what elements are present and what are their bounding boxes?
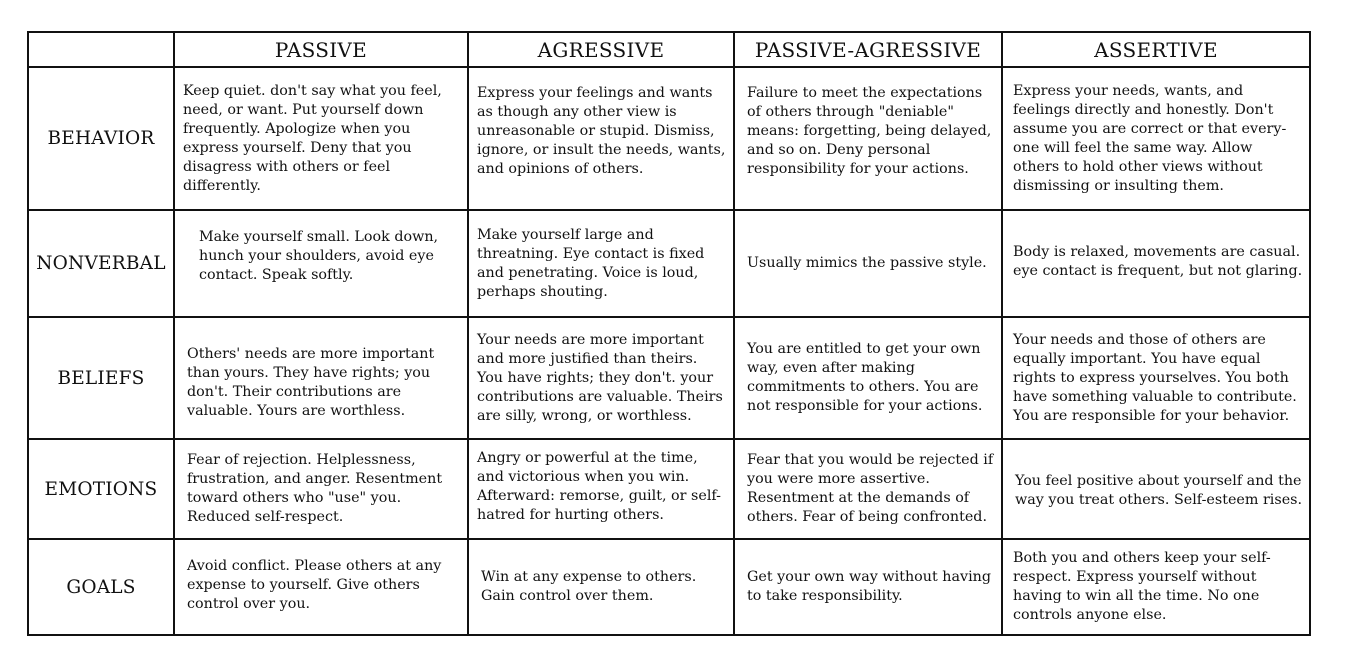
cell-text: Your needs and those of others are equally important. You have equal rights to express yourselves. You both have something valuable to contribute. You are responsible for your behavior. (1013, 331, 1297, 424)
row-header-goals: GOALS (28, 539, 174, 635)
row-header-emotions: EMOTIONS (28, 439, 174, 539)
cell-text: Avoid conflict. Please others at any expense to yourself. Give others control over you. (187, 557, 442, 612)
table-cell (734, 539, 1002, 635)
column-header-passive: PASSIVE (174, 32, 468, 67)
table-cell (1002, 539, 1310, 635)
table-cell (174, 67, 468, 210)
row-header-behavior: BEHAVIOR (28, 67, 174, 210)
table-cell (174, 539, 468, 635)
table-row-beliefs (28, 317, 1310, 439)
table-cell (1002, 317, 1310, 439)
cell-text: Failure to meet the expectations of others through "deniable" means: forgetting, being delayed, and so on. Deny personal responsibility for your actions. (747, 85, 992, 177)
table-cell (1002, 439, 1310, 539)
table-cell (174, 317, 468, 439)
cell-text: Get your own way without having to take responsibility. (747, 569, 992, 604)
cell-text: Fear of rejection. Helplessness, frustration, and anger. Resentment toward others who "use" you. Reduced self-respect. (187, 452, 443, 525)
table-cell (468, 67, 734, 210)
cell-text: Make yourself large and threatning. Eye contact is fixed and penetrating. Voice is loud, perhaps shouting. (477, 226, 705, 300)
table-cell (1002, 210, 1310, 317)
column-header-agressive: AGRESSIVE (468, 32, 734, 67)
table-cell (174, 210, 468, 317)
cell-text: Fear that you would be rejected if you were more assertive. Resentment at the demands of others. Fear of being confronted. (747, 452, 994, 525)
column-header-assertive: ASSERTIVE (1002, 32, 1310, 67)
cell-text: Usually mimics the passive style. (747, 255, 987, 271)
cell-text: Both you and others keep your self-respect. Express yourself without having to win all the time. No one controls anyone else. (1013, 550, 1271, 623)
cell-text: Express your feelings and wants as though any other view is unreasonable or stupid. Dismiss, ignore, or insult the needs, wants, and opinions of others. (477, 85, 726, 177)
table-row-behavior (28, 67, 1310, 210)
row-header-nonverbal: NONVERBAL (28, 210, 174, 317)
row-header-beliefs: BELIEFS (28, 317, 174, 439)
table-cell (468, 439, 734, 539)
cell-text: Angry or powerful at the time, and victorious when you win. Afterward: remorse, guilt, or self-hatred for hurting others. (477, 450, 722, 523)
table-cell (734, 317, 1002, 439)
cell-text: You feel positive about yourself and the way you treat others. Self-esteem rises. (1015, 473, 1303, 508)
table-cell (734, 67, 1002, 210)
cell-text: Express your needs, wants, and feelings directly and honestly. Don't assume you are correct or that every-one will feel the same way. Allow others to hold other views without dismissing or insulting them. (1013, 82, 1287, 194)
column-header-passive-agressive: PASSIVE-AGRESSIVE (734, 32, 1002, 67)
corner-cell (28, 32, 174, 67)
table-cell (734, 439, 1002, 539)
cell-text: Win at any expense to others. Gain control over them. (481, 569, 697, 604)
table-cell (468, 210, 734, 317)
table-cell (468, 539, 734, 635)
communication-styles-table (27, 31, 1311, 636)
cell-text: Body is relaxed, movements are casual. eye contact is frequent, but not glaring. (1013, 243, 1303, 279)
table-cell (1002, 67, 1310, 210)
table-cell (468, 317, 734, 439)
table-cell (734, 210, 1002, 317)
table-row-nonverbal (28, 210, 1310, 317)
cell-text: Your needs are more important and more justified than theirs. You have rights; they don't. your contributions are valuable. Theirs are silly, wrong, or worthless. (477, 331, 723, 424)
cell-text: Others' needs are more important than yours. They have rights; you don't. Their contributions are valuable. Yours are worthless. (187, 346, 435, 419)
cell-text: Make yourself small. Look down, hunch your shoulders, avoid eye contact. Speak softly. (199, 229, 439, 283)
table-cell (174, 439, 468, 539)
cell-text: Keep quiet. don't say what you feel, need, or want. Put yourself down frequently. Apologize when you express yourself. Deny that you disagress with others or feel differently. (183, 82, 442, 194)
cell-text: You are entitled to get your own way, even after making commitments to others. You are not responsible for your actions. (747, 341, 983, 414)
table-row-emotions (28, 439, 1310, 539)
header-row (28, 32, 1310, 67)
table-row-goals (28, 539, 1310, 635)
